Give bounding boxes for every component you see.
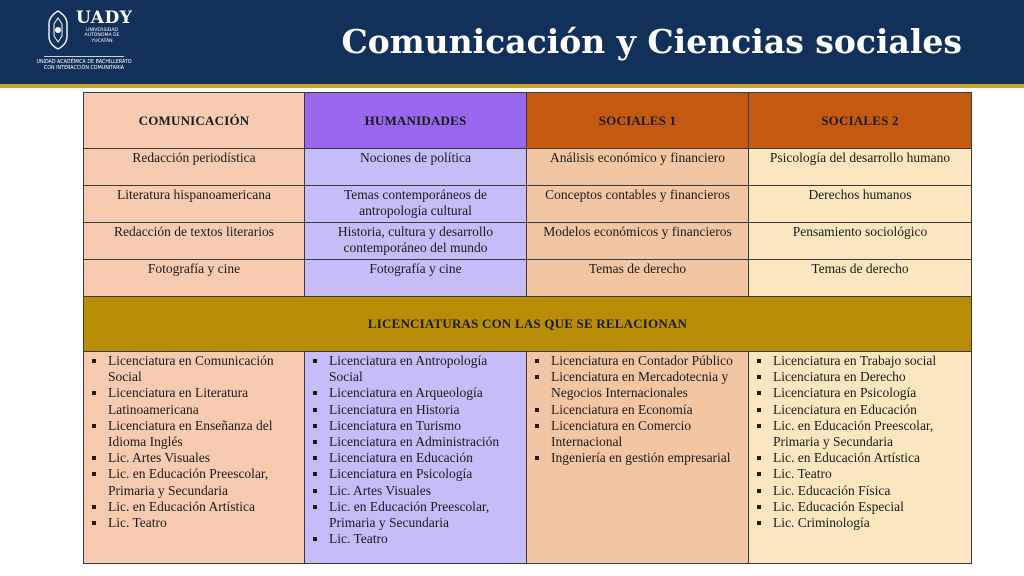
table-row — [84, 260, 972, 297]
header-humanidades: HUMANIDADES — [305, 93, 527, 149]
list-item: Licenciatura en Contador Público — [531, 353, 746, 369]
header-accent-rule — [0, 84, 1024, 88]
logo-university-name: UNIVERSIDAD AUTÓNOMA DE YUCATÁN — [84, 28, 120, 44]
list-item: Licenciatura en Literatura Latinoamericana — [88, 385, 302, 417]
section-header-row — [84, 297, 972, 352]
table-row — [84, 149, 972, 186]
degree-list — [309, 353, 524, 547]
list-item: Licenciatura en Trabajo social — [753, 353, 969, 369]
list-item: Lic. Artes Visuales — [309, 483, 524, 499]
table-cell: Modelos económicos y financieros — [527, 223, 749, 260]
table-cell: Nociones de política — [305, 149, 527, 186]
list-item: Licenciatura en Educación — [753, 402, 969, 418]
table-cell: Historia, cultura y desarrollo contemporáneo del mundo — [305, 223, 527, 260]
list-item: Licenciatura en Educación — [309, 450, 524, 466]
list-item: Licenciatura en Psicología — [309, 466, 524, 482]
table-cell: Derechos humanos — [749, 186, 972, 223]
section-title: LICENCIATURAS CON LAS QUE SE RELACIONAN — [84, 297, 972, 352]
header-bar — [0, 0, 1024, 84]
list-item: Licenciatura en Economía — [531, 402, 746, 418]
list-item: Ingeniería en gestión empresarial — [531, 450, 746, 466]
degree-column-sociales-2 — [749, 352, 972, 564]
list-item: Licenciatura en Historia — [309, 402, 524, 418]
table-cell: Fotografía y cine — [305, 260, 527, 297]
degree-list — [88, 353, 302, 531]
list-item: Licenciatura en Turismo — [309, 418, 524, 434]
uady-logo — [36, 6, 133, 82]
university-seal-icon — [46, 10, 70, 50]
degrees-row — [84, 352, 972, 564]
table-cell: Temas de derecho — [527, 260, 749, 297]
table-cell: Psicología del desarrollo humano — [749, 149, 972, 186]
list-item: Lic. Educación Física — [753, 483, 969, 499]
list-item: Lic. en Educación Preescolar, Primaria y Secundaria — [753, 418, 969, 450]
list-item: Lic. Teatro — [309, 531, 524, 547]
logo-wordmark: UADY — [76, 8, 133, 28]
header-sociales-2: SOCIALES 2 — [749, 93, 972, 149]
list-item: Licenciatura en Antropología Social — [309, 353, 524, 385]
list-item: Lic. en Educación Preescolar, Primaria y Secundaria — [88, 466, 302, 498]
list-item: Licenciatura en Derecho — [753, 369, 969, 385]
list-item: Lic. en Educación Artística — [753, 450, 969, 466]
list-item: Licenciatura en Psicología — [753, 385, 969, 401]
table-cell: Temas contemporáneos de antropología cultural — [305, 186, 527, 223]
list-item: Licenciatura en Comercio Internacional — [531, 418, 746, 450]
table-cell: Redacción de textos literarios — [84, 223, 305, 260]
list-item: Lic. Educación Especial — [753, 499, 969, 515]
logo-unit-name: UNIDAD ACADÉMICA DE BACHILLERATO CON INTERACCIÓN COMUNITARIA — [36, 60, 132, 71]
table-cell: Pensamiento sociológico — [749, 223, 972, 260]
list-item: Lic. Artes Visuales — [88, 450, 302, 466]
header-comunicacion: COMUNICACIÓN — [84, 93, 305, 149]
table-row — [84, 186, 972, 223]
subjects-table — [83, 92, 972, 564]
header-sociales-1: SOCIALES 1 — [527, 93, 749, 149]
list-item: Lic. en Educación Artística — [88, 499, 302, 515]
degree-list — [531, 353, 746, 466]
list-item: Licenciatura en Comunicación Social — [88, 353, 302, 385]
table-cell: Literatura hispanoamericana — [84, 186, 305, 223]
table-cell: Temas de derecho — [749, 260, 972, 297]
degree-column-humanidades — [305, 352, 527, 564]
degree-column-sociales-1 — [527, 352, 749, 564]
table-cell: Redacción periodística — [84, 149, 305, 186]
table-cell: Fotografía y cine — [84, 260, 305, 297]
slide-title: Comunicación y Ciencias sociales — [341, 22, 962, 61]
list-item: Licenciatura en Arqueología — [309, 385, 524, 401]
table-row — [84, 223, 972, 260]
logo-divider — [44, 56, 124, 57]
table-cell: Conceptos contables y financieros — [527, 186, 749, 223]
list-item: Lic. Teatro — [753, 466, 969, 482]
list-item: Licenciatura en Administración — [309, 434, 524, 450]
degree-list — [753, 353, 969, 531]
degree-column-comunicacion — [84, 352, 305, 564]
list-item: Lic. Criminología — [753, 515, 969, 531]
table-header-row — [84, 93, 972, 149]
list-item: Licenciatura en Enseñanza del Idioma Inglés — [88, 418, 302, 450]
list-item: Licenciatura en Mercadotecnia y Negocios Internacionales — [531, 369, 746, 401]
list-item: Lic. Teatro — [88, 515, 302, 531]
list-item: Lic. en Educación Preescolar, Primaria y Secundaria — [309, 499, 524, 531]
table-cell: Análisis económico y financiero — [527, 149, 749, 186]
